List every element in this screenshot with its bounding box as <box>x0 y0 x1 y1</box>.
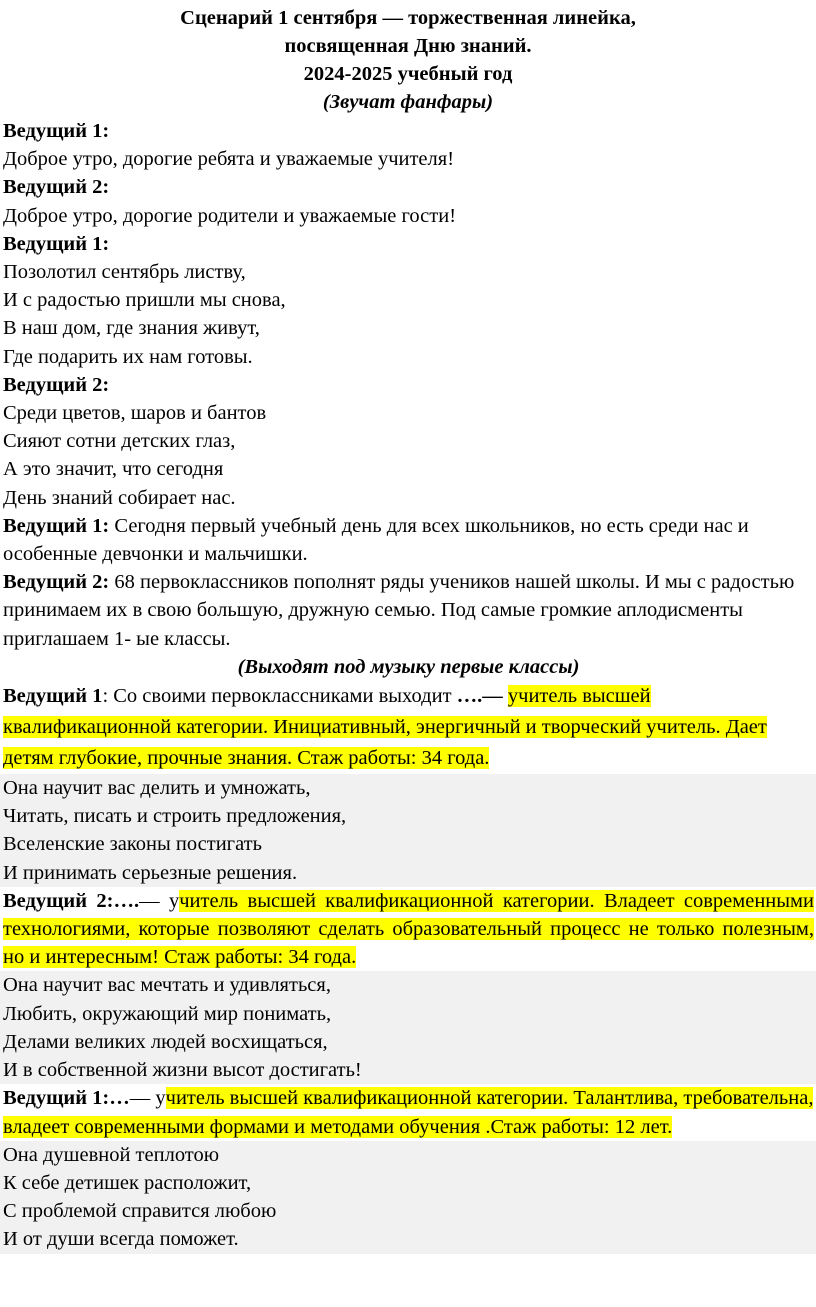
highlight-teacher-1: учитель высшей квалификационной категории. Инициативный, энергичный и творческий учитель. Дает детям глубокие, прочные знания. Стаж работы: 34 года. <box>3 685 767 770</box>
poem-line: Читать, писать и строить предложения, <box>3 805 347 828</box>
speech-paragraph: Ведущий 2: 68 первоклассников пополнят ряды учеников нашей школы. И мы с радостью принимаем их в свою большую, дружную семью. Под самые громкие аплодисменты приглашаем 1- ые классы. <box>3 571 795 650</box>
speaker-label: Ведущий 2: <box>3 176 110 199</box>
document-title <box>0 4 816 115</box>
poem-line: Она научит вас мечтать и удивляться, <box>3 974 331 997</box>
poem-line: Вселенские законы постигать <box>3 833 262 856</box>
teacher-intro-2: Ведущий 2:….— учитель высшей квалификационной категории. Владеет современными технологиями, которые позволяют сделать образовательный процесс не только полезным, но и интересным! Стаж работы: 34 года. <box>3 889 814 969</box>
poem-line: Делами великих людей восхищаться, <box>3 1030 328 1053</box>
speech-line: Доброе утро, дорогие ребята и уважаемые учителя! <box>3 148 455 171</box>
poem-line: Любить, окружающий мир понимать, <box>3 1002 332 1025</box>
speaker-label: Ведущий 1: <box>3 232 110 255</box>
poem-line: И принимать серьезные решения. <box>3 861 298 884</box>
title-line-1: Сценарий 1 сентября — торжественная линейка, <box>180 7 636 29</box>
poem-block-3 <box>0 1141 816 1254</box>
poem-line: И в собственной жизни высот достигать! <box>3 1059 362 1082</box>
poem-block-1 <box>0 774 816 887</box>
stage-direction-first-graders: (Выходят под музыку первые классы) <box>237 655 580 678</box>
stage-direction-fanfare: (Звучат фанфары) <box>322 90 494 113</box>
script-body <box>3 117 814 1254</box>
poem-line: День знаний собирает нас. <box>3 486 236 509</box>
speech-line: Доброе утро, дорогие родители и уважаемые гости! <box>3 204 457 227</box>
poem-line: Она душевной теплотою <box>3 1143 220 1166</box>
speech-paragraph: Ведущий 1: Сегодня первый учебный день для всех школьников, но есть среди нас и особенные девчонки и мальчишки. <box>3 514 749 566</box>
teacher-intro-3: Ведущий 1:…— учитель высшей квалификационной категории. Талантлива, требовательна, владеет современными формами и методами обучения .Стаж работы: 12 лет. <box>3 1087 814 1138</box>
poem-block-2 <box>0 971 816 1084</box>
poem-line: Где подарить их нам готовы. <box>3 345 253 368</box>
speaker-label: Ведущий 2: <box>3 373 110 396</box>
title-line-3: 2024-2025 учебный год <box>303 63 513 86</box>
title-line-2: посвященная Дню знаний. <box>284 35 532 58</box>
highlight-teacher-2: читель высшей квалификационной категории. Владеет современными технологиями, которые позволяют сделать образовательный процесс не только полезным, но и интересным! Стаж работы: 34 года. <box>3 889 814 969</box>
poem-line: Среди цветов, шаров и бантов <box>3 402 267 425</box>
poem-line: Позолотил сентябрь листву, <box>3 261 246 284</box>
teacher-intro-1: Ведущий 1: Со своими первоклассниками выходит ….— учитель высшей квалификационной категории. Инициативный, энергичный и творческий учитель. Дает детям глубокие, прочные знания. Стаж работы: 34 года. <box>3 685 767 770</box>
poem-line: В наш дом, где знания живут, <box>3 317 260 340</box>
poem-line: А это значит, что сегодня <box>3 458 224 481</box>
poem-line: С проблемой справится любою <box>3 1200 277 1223</box>
poem-line: Сияют сотни детских глаз, <box>3 430 236 453</box>
speaker-label: Ведущий 1: <box>3 120 110 142</box>
poem-line: К себе детишек расположит, <box>3 1171 252 1194</box>
poem-line: И от души всегда поможет. <box>3 1228 239 1251</box>
poem-line: И с радостью пришли мы снова, <box>3 289 286 312</box>
poem-line: Она научит вас делить и умножать, <box>3 777 311 800</box>
highlight-teacher-3: читель высшей квалификационной категории. Талантлива, требовательна, владеет современными формами и методами обучения .Стаж работы: 12 лет. <box>3 1087 814 1138</box>
